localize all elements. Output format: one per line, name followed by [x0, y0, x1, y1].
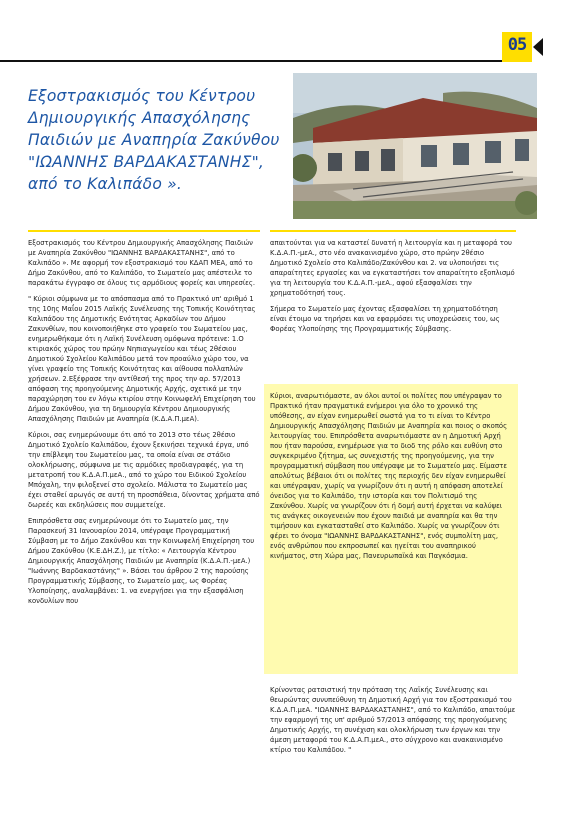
page-number: 05	[507, 35, 527, 55]
body-paragraph: απαιτούνται για να καταστεί δυνατή η λειτουργία και η μεταφορά του Κ.Δ.Α.Π.-μεΑ., στο νέο ανακαινισμένο χώρο, στο πρώην 2θέσιο Δημοτικό Σχολείο στο Καλιπάδο/Ζακύνθου και 2. να υλοποιήσει τις απαραίτητες εργασίες και να εγκαταστήσει τον απαραίτητο εξοπλισμό για τη λειτουργία του Κ.Δ.Α.Π.-μεΑ., αφού εξασφαλίσει την χρηματοδότησή τους.	[270, 239, 515, 297]
section-divider-left	[28, 230, 260, 232]
section-divider-right	[270, 230, 516, 232]
school-building-photo	[293, 73, 537, 219]
article-photo	[293, 73, 537, 219]
closing-paragraph: Κρίνοντας ρατσιστική την πρόταση της Λαϊκής Συνέλευσης και θεωρώντας συνυπεύθυνη τη Δημοτική Αρχή για τον εξοστρακισμό του Κ.Δ.Α.Π.μεΑ. "ΙΩΑΝΝΗΣ ΒΑΡΔΑΚΑΣΤΑΝΗΣ", από το Καλιπάδο, απαιτούμε την εφαρμογή της υπ' αριθμού 57/2013 απόφασης της προηγούμενης Δημοτικής Αρχής, τη συνέχιση και ολοκλήρωση των έργων και την άμεση μεταφορά του Κ.Δ.Α.Π.μεΑ., στο σύγχρονο και ανακαινισμένο κτίριο του Καλιπάδου. "	[270, 686, 516, 754]
body-paragraph: Εξοστρακισμός του Κέντρου Δημιουργικής Απασχόλησης Παιδιών με Αναπηρία Ζακύνθου "ΙΩΑΝΝΗΣ ΒΑΡΔΑΚΑΣΤΑΝΗΣ", από το Καλιπάδο ». Με αφορμή τον εξοστρακισμό του ΚΔΑΠ ΜΕΑ, από το Δήμο Ζακύνθου, από το Καλιπάδο, το Σωματείο μας απέστειλε το παρακάτω έγγραφο σε όλους τις αρμόδιους φορείς και υπηρεσίες.	[28, 239, 255, 287]
article-body-left-column	[28, 238, 260, 612]
header-rule	[0, 60, 502, 62]
highlighted-paragraph: Κύριοι, αναρωτιόμαστε, αν όλοι αυτοί οι πολίτες που υπέγραψαν το Πρακτικό ήταν πραγματικά ενήμεροι για όλο το χρονικό της υπόθεσης, αν είχαν ενημερωθεί σωστά για το τι είναι το Κέντρο Δημιουργικής Απασχόλησης Παιδιών με Αναπηρία και ποιος ο σκοπός λειτουργίας του. Επιπρόσθετα αναρωτιόμαστε αν η Δημοτική Αρχή που ήταν παρούσα, ενημέρωσε για το διοδ της ρόλο και ευθύνη στο συγκεκριμένο ζήτημα, ως συνεχιστής της προηγούμενης, για την προγραμματική σύμβαση που υπέγραψε με το Σωματείο μας. Είμαστε απολύτως βέβαιοι ότι οι πολίτες της περιοχής δεν είχαν ενημερωθεί και υπέγραψαν, χωρίς να γνωρίζουν ότι η αυτή η απόφαση αποτελεί όνειδος για το Καλιπάδο, την ιστορία και τον Πολιτισμό της Ζακύνθου. Χωρίς να γνωρίζουν ότι ή δομή αυτή έρχεται να καλύψει τις ανάγκες οικογενειών που έχουν παιδιά με αναπηρία και θα την τιμήσουν και εγκατασταθεί στο Καλιπάδο. Χωρίς να γνωρίζουν ότι φέρει το όνομα "ΙΩΑΝΝΗΣ ΒΑΡΔΑΚΑΣΤΑΝΗΣ", ενός συμπολίτη μας, ενός ανθρώπου που εκπροσωπεί και ηγείται του αναπηρικού κινήματος, στη Χώρα μας, Πανευρωπαϊκά και Παγκόσμια.	[270, 392, 508, 560]
body-paragraph: Επιπρόσθετα σας ενημερώνουμε ότι το Σωματείο μας, την Παρασκευή 31 Ιανουαρίου 2014, υπέγραψε Προγραμματική Σύμβαση με το Δήμο Ζακύνθου και την Κοινωφελή Επιχείρηση του Δήμου Ζακύνθου (Κ.Ε.ΔΗ.Ζ.), με τίτλο: « Λειτουργία Κέντρου Δημιουργικής Απασχόλησης Παιδιών με Αναπηρία (Κ.Δ.Α.Π.-μεΑ.) "Ιωάννης Βαρδακαστάνης" ». Βάσει του άρθρου 2 της παρούσης Προγραμματικής Σύμβασης, το Σωματείο μας, ως Φορέας Υλοποίησης, αναλαμβάνει: 1. να ενεργήσει για την εξασφάλιση κονδυλίων που	[28, 517, 255, 605]
body-paragraph: Σήμερα το Σωματείο μας έχοντας εξασφαλίσει τη χρηματοδότηση είναι έτοιμο να τηρήσει και να εφαρμόσει τις υποχρεώσεις του, ως Φορέας Υλοποίησης της Προγραμματικής Σύμβασης.	[270, 305, 500, 333]
body-paragraph: " Κύριοι σύμφωνα με το απόσπασμα από το Πρακτικό υπ' αριθμό 1 της 10ης Μαΐου 2015 Λαϊκής Συνέλευσης της Τοπικής Κοινότητας Καλιπάδου της Δημοτικής Ενότητας Αρκαδίων του Δήμου Ζακυνθίων, που κοινοποιήθηκε στο γραφείο του Σωματείου μας, ενημερωθήκαμε ότι η Λαϊκή Συνέλευση ομόφωνα πρότεινε: 1.Ο κτιριακός χώρος του πρώην Νηπιαγωγείου και τέως 2θέσιου Δημοτικού Σχολείου Καλιπάδου μετά τον προαύλιο χώρο του, να γίνει γραφείο της Τοπικής Κοινότητας και αίθουσα πολλαπλών χρήσεων. 2.Εξέφρασε την αντίθεσή της προς την αρ. 57/2013 απόφαση της προηγούμενης Δημοτικής Αρχής, σχετικά με την παραχώρηση του εν λόγω κτιρίου στην Κοινωφελή Επιχείρηση του Δήμου Ζακύνθου, για τη δημιουργία Κέντρου Δημιουργικής Απασχόλησης Παιδιών με Αναπηρία (Κ.Δ.Α.Π.μεΑ).	[28, 295, 256, 423]
triangle-marker-icon	[533, 38, 543, 56]
article-title: Εξοστρακισμός του Κέντρου Δημιουργικής Απασχόλησης Παιδιών με Αναπηρία Ζακύνθου "ΙΩΑΝΝΗΣ ΒΑΡΔΑΚΑΣΤΑΝΗΣ", από το Καλιπάδο ».	[28, 87, 280, 193]
article-body-right-column	[270, 238, 516, 340]
body-paragraph: Κύριοι, σας ενημερώνουμε ότι από το 2013 στο τέως 2θέσιο Δημοτικό Σχολείο Καλιπάδου, έχουν ξεκινήσει τεχνικά έργα, υπό την επίβλεψη του Σωματείου μας, τα οποία είναι σε στάδιο ολοκλήρωσης, σύμφωνα με τις αρμόδιες προδιαγραφές, για τη μετατροπή του Κ.Δ.Α.Π.μεΑ., από το χώρο του Ειδικού Σχολείου Μπόχαλη, την φιλοξενεί στο σχολείο. Μάλιστα το Σωματείο μας έχει σταθεί αρωγός σε αυτή τη προσπάθεια, δίνοντας χρήματα από δωρεές και εκδηλώσεις που συμμετείχε.	[28, 431, 260, 509]
